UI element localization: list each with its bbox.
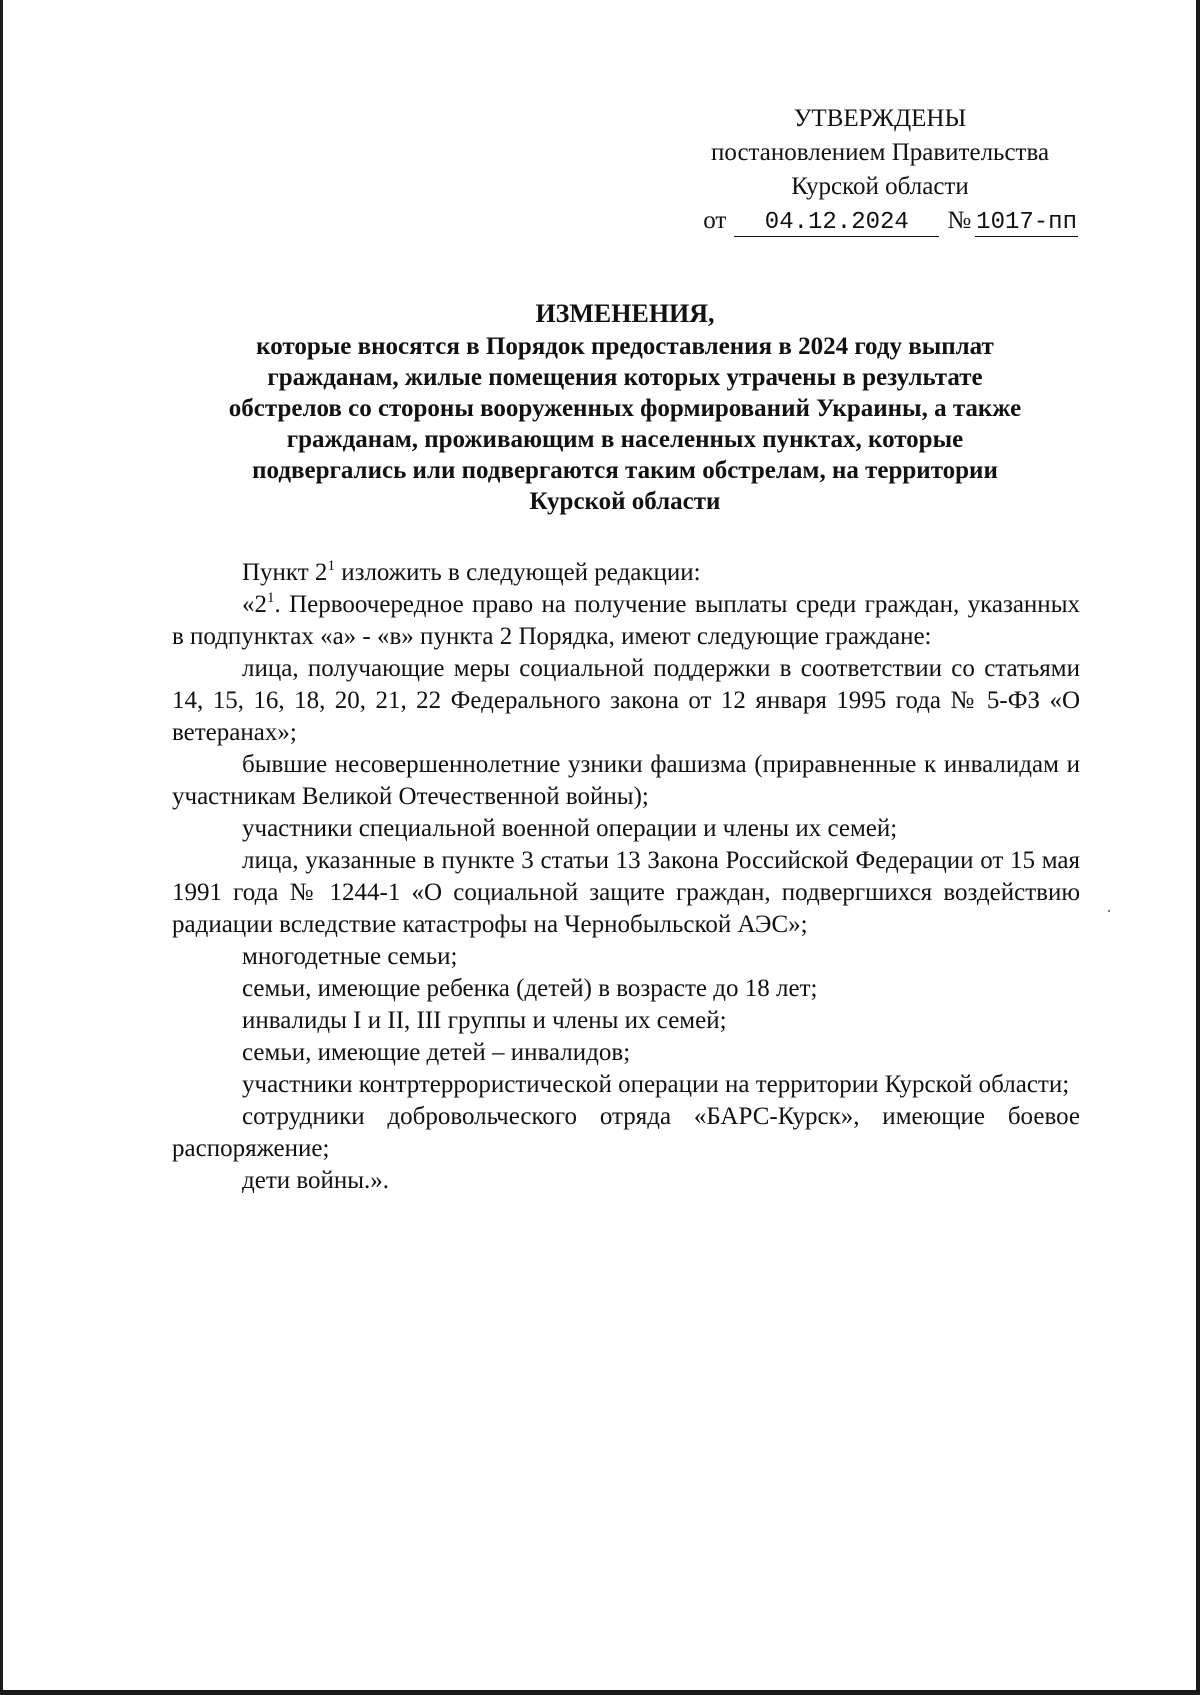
intro-suffix: изложить в следующей редакции: — [334, 559, 701, 586]
document-body — [172, 557, 1080, 1197]
title-line: подвергались или подвергаются таким обстрелам, на территории — [252, 457, 998, 484]
list-paragraph: сотрудники добровольческого отряда «БАРС-Курск», имеющие боевое распоряжение; — [172, 1103, 1080, 1162]
title-line: которые вносятся в Порядок предоставления в 2024 году выплат — [256, 333, 994, 360]
scan-left-edge — [0, 0, 3, 1695]
list-paragraph: дети войны.». — [242, 1167, 390, 1194]
item-suffix: . Первоочередное право на получение выплаты среди граждан, указанных в подпунктах «а» - «в» пункта 2 Порядка, имеют следующие граждане: — [172, 591, 1080, 650]
title-line: гражданам, жилые помещения которых утрачены в результате — [267, 364, 983, 391]
list-paragraph: инвалиды I и II, III группы и члены их семей; — [242, 1007, 727, 1034]
approval-status: УТВЕРЖДЕНЫ — [793, 105, 967, 132]
intro-superscript: 1 — [327, 558, 335, 574]
item-superscript: 1 — [267, 590, 275, 606]
number-prefix: № — [947, 207, 972, 234]
scan-speck — [1108, 910, 1110, 912]
scan-bottom-edge — [0, 1690, 1200, 1695]
title-heading: ИЗМЕНЕНИЯ, — [535, 299, 715, 328]
approval-region: Курской области — [791, 173, 969, 200]
list-paragraph: семьи, имеющие ребенка (детей) в возрасте до 18 лет; — [242, 975, 818, 1002]
document-title — [170, 298, 1080, 517]
list-paragraph: участники контртеррористической операции на территории Курской области; — [242, 1071, 1070, 1098]
list-paragraph: лица, указанные в пункте 3 статьи 13 Закона Российской Федерации от 15 мая 1991 года № 1244-1 «О социальной защите граждан, подвергшихся воздействию радиации вследствие катастрофы на Чернобыльской АЭС»; — [172, 847, 1080, 938]
item-paragraph — [172, 589, 1080, 653]
intro-paragraph — [172, 557, 1080, 589]
approval-dateline — [680, 204, 1080, 238]
title-line: обстрелов со стороны вооруженных формирований Украины, а также — [228, 395, 1022, 422]
intro-prefix: Пункт 2 — [242, 559, 328, 586]
list-paragraph: семьи, имеющие детей – инвалидов; — [242, 1039, 631, 1066]
title-line: Курской области — [529, 488, 721, 515]
approval-block — [680, 102, 1080, 238]
list-paragraph: лица, получающие меры социальной поддержки в соответствии со статьями 14, 15, 16, 18, 20, 21, 22 Федерального закона от 12 января 1995 года № 5-ФЗ «О ветеранах»; — [172, 655, 1080, 746]
decree-number: 1017-пп — [976, 209, 1077, 236]
decree-date: 04.12.2024 — [734, 210, 939, 237]
list-paragraph: участники специальной военной операции и члены их семей; — [242, 815, 898, 842]
list-paragraph: многодетные семьи; — [242, 943, 458, 970]
scan-right-edge — [1196, 0, 1200, 1695]
list-paragraph: бывшие несовершеннолетние узники фашизма (приравненные к инвалидам и участникам Великой Отечественной войны); — [172, 751, 1080, 810]
item-prefix: «2 — [242, 591, 267, 618]
approval-issuer: постановлением Правительства — [710, 139, 1050, 166]
title-line: гражданам, проживающим в населенных пунктах, которые — [286, 426, 964, 453]
date-prefix: от — [703, 207, 727, 234]
